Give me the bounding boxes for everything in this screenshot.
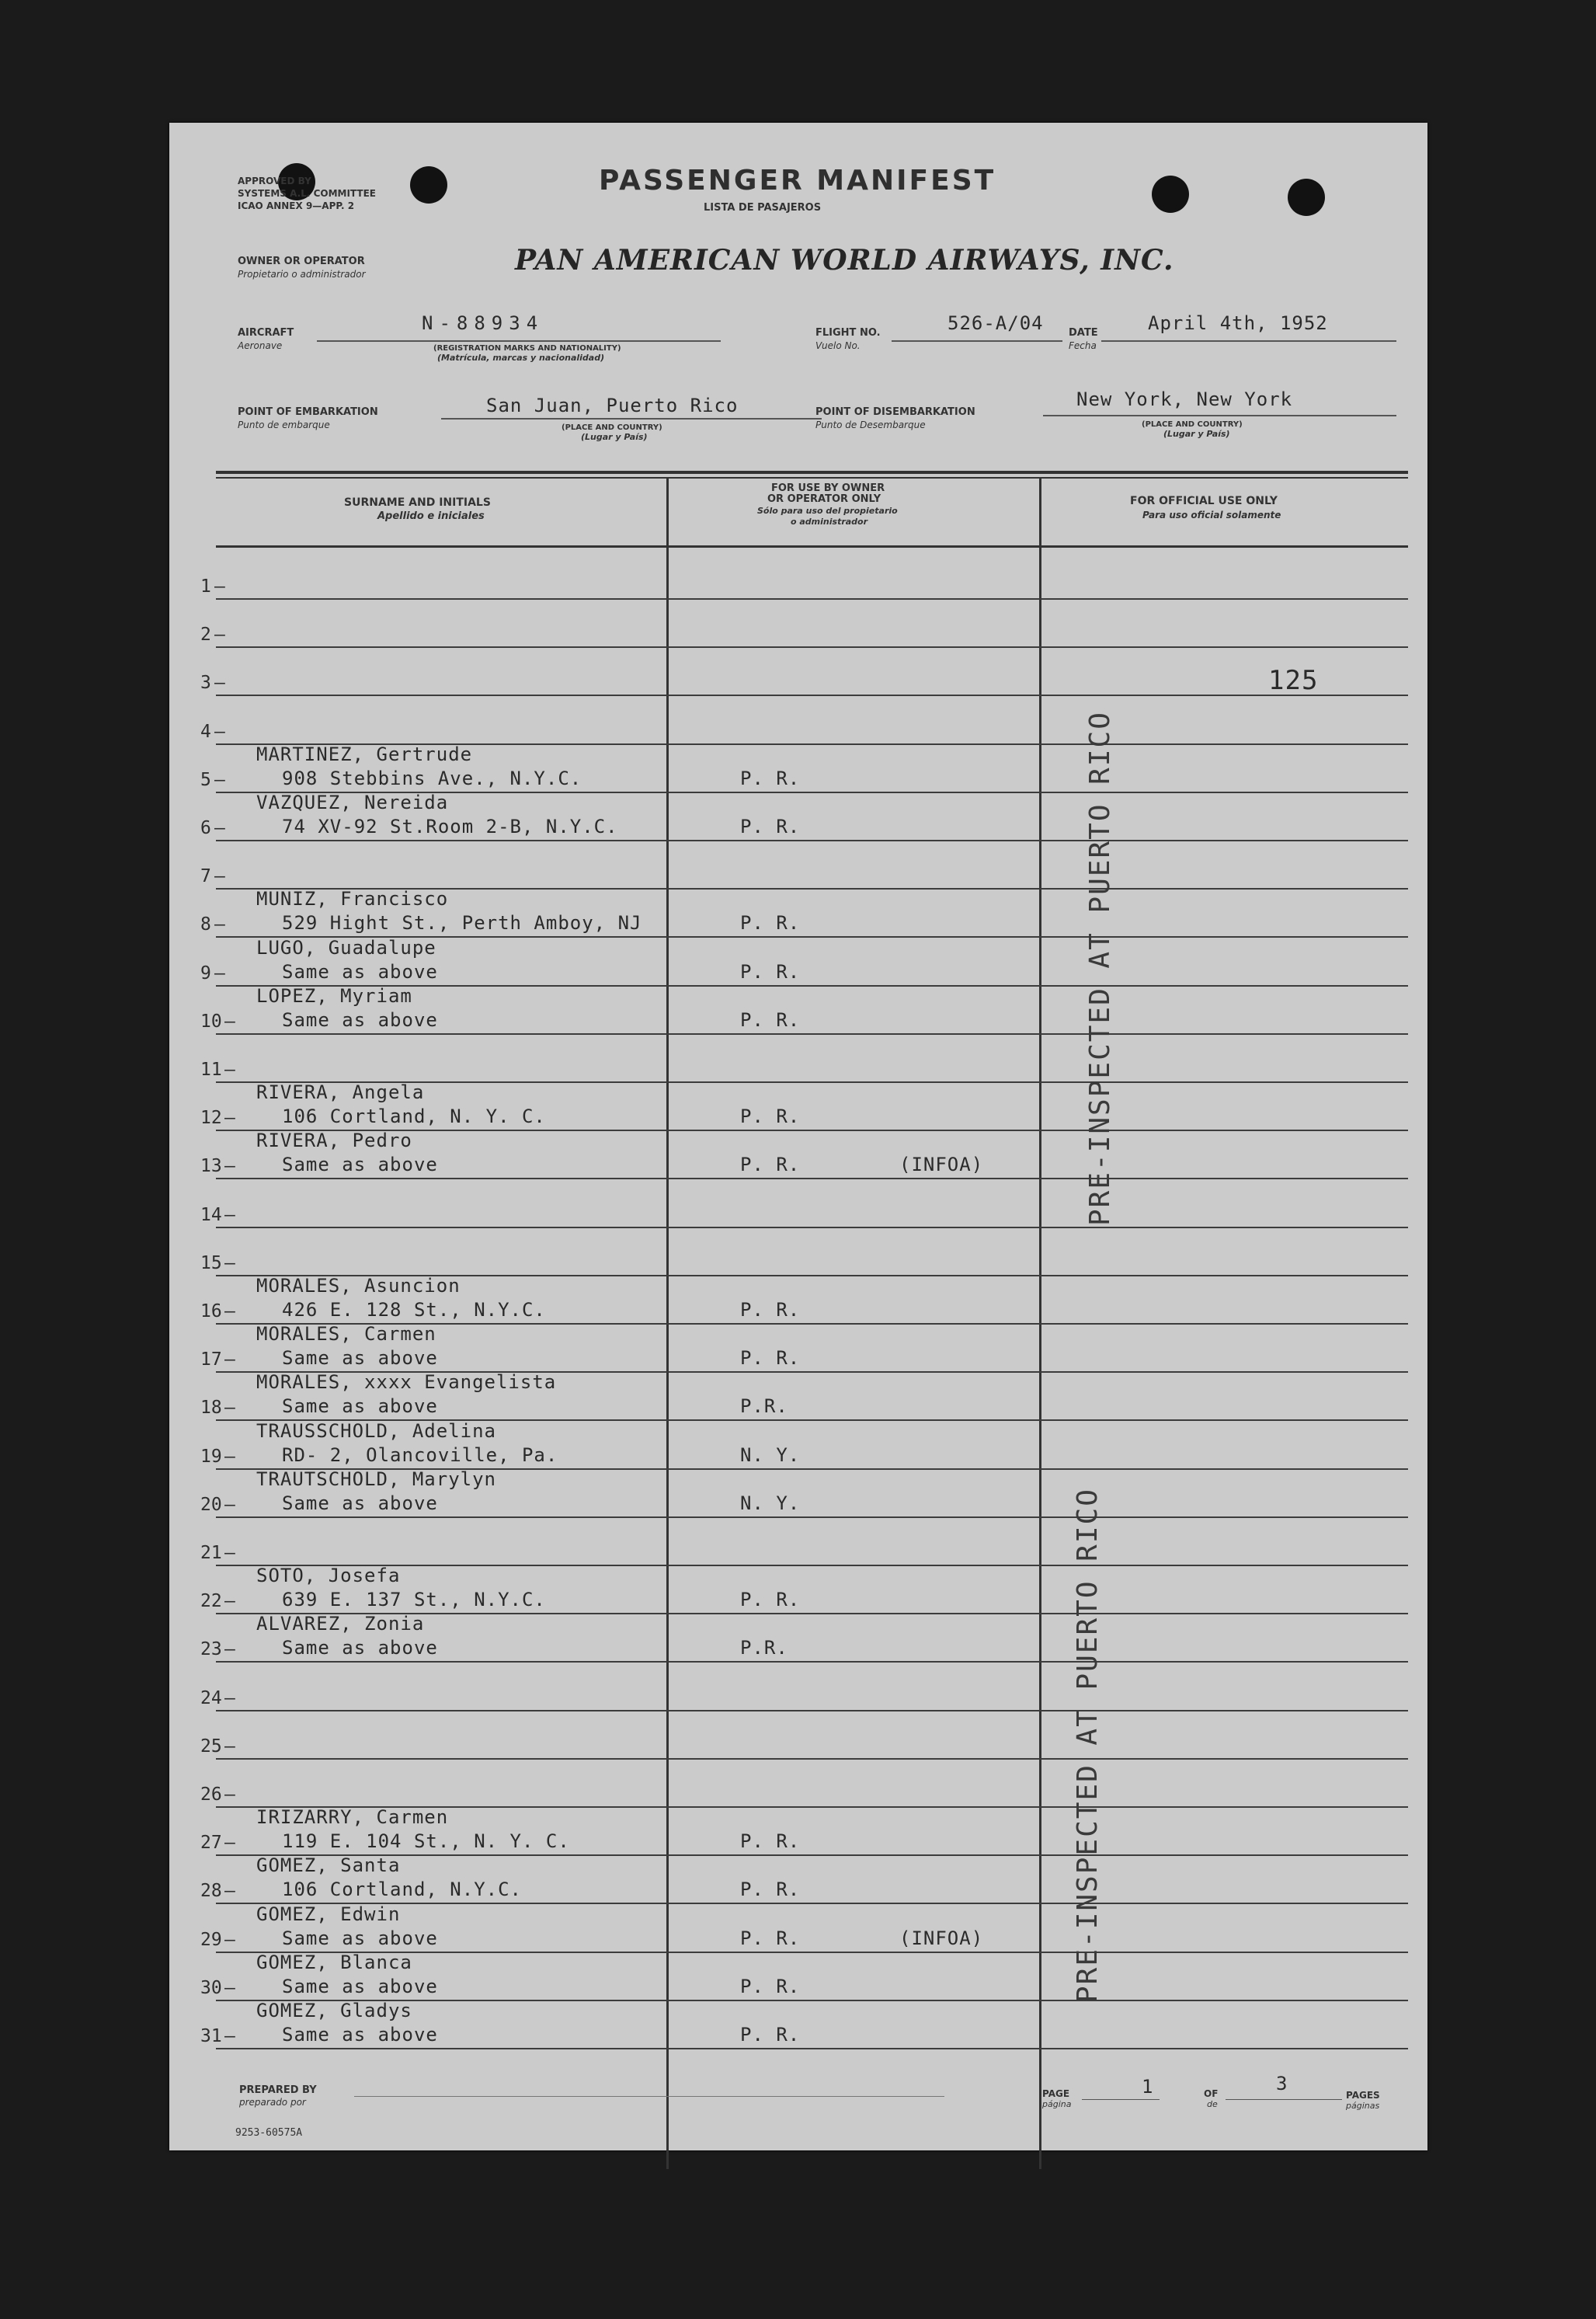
row-line <box>216 1227 1408 1228</box>
passenger-address: Same as above <box>282 1154 438 1175</box>
embarkation-underline <box>441 418 822 420</box>
punch-hole <box>1152 176 1189 213</box>
row-number-dash: — <box>224 1349 235 1370</box>
row-number-dash: — <box>224 1785 235 1805</box>
row-number: 23 <box>200 1639 222 1659</box>
owner-use-header-2: OR OPERATOR ONLY <box>767 493 881 505</box>
row-line <box>216 1033 1408 1035</box>
form-title: PASSENGER MANIFEST <box>599 165 996 197</box>
row-number: 20 <box>200 1495 222 1515</box>
row-number-dash: — <box>224 1495 235 1515</box>
date-label: DATE <box>1069 327 1098 339</box>
punch-hole <box>1288 179 1325 216</box>
row-number: 10 <box>200 1012 222 1032</box>
row-number: 15 <box>200 1253 222 1273</box>
row-number-dash: — <box>224 1108 235 1128</box>
passenger-address: Same as above <box>282 1637 438 1659</box>
passenger-name: ALVAREZ, Zonia <box>256 1613 425 1635</box>
owner-use-value: P.R. <box>740 1637 788 1659</box>
row-number-dash: — <box>224 1012 235 1032</box>
row-line <box>216 840 1408 841</box>
row-number: 11 <box>200 1060 222 1080</box>
place-note-2: (PLACE AND COUNTRY) <box>1142 420 1243 429</box>
passenger-address: 639 E. 137 St., N.Y.C. <box>282 1589 546 1610</box>
row-number: 9 <box>200 963 211 984</box>
flight-label-es: Vuelo No. <box>815 340 861 351</box>
row-number: 13 <box>200 1156 222 1176</box>
passenger-name: MORALES, Carmen <box>256 1323 436 1345</box>
row-line <box>216 1178 1408 1179</box>
row-number: 28 <box>200 1881 222 1901</box>
row-number: 2 <box>200 625 211 645</box>
passenger-address: 529 Hight St., Perth Amboy, NJ <box>282 912 642 934</box>
pages-label: PAGES <box>1346 2090 1380 2101</box>
prepared-by-underline <box>354 2096 944 2097</box>
row-line <box>216 1661 1408 1663</box>
row-line <box>216 1710 1408 1711</box>
row-number: 17 <box>200 1349 222 1370</box>
flight-label: FLIGHT NO. <box>815 327 881 339</box>
row-number: 21 <box>200 1543 222 1563</box>
row-number-dash: — <box>224 2026 235 2046</box>
row-line <box>216 1516 1408 1518</box>
passenger-address: Same as above <box>282 1492 438 1514</box>
owner-use-value: P. R. <box>740 912 801 934</box>
row-number-dash: — <box>224 1688 235 1708</box>
date-label-es: Fecha <box>1069 340 1097 351</box>
passenger-address: Same as above <box>282 1976 438 1997</box>
owner-use-value: N. Y. <box>740 1444 801 1466</box>
manifest-form <box>169 123 1427 2150</box>
row-number-dash: — <box>214 673 225 693</box>
row-number-dash: — <box>214 722 225 742</box>
place-note-1: (PLACE AND COUNTRY) <box>562 423 662 432</box>
embarkation-label: POINT OF EMBARKATION <box>238 406 378 418</box>
owner-use-value: P. R. <box>740 768 801 789</box>
aircraft-value: N-88934 <box>422 312 544 334</box>
official-number: 125 <box>1268 665 1319 696</box>
disembarkation-value: New York, New York <box>1076 388 1293 410</box>
row-number-dash: — <box>224 1978 235 1998</box>
row-number: 29 <box>200 1930 222 1950</box>
approval-line-2: SYSTEMS A.L. COMMITTEE <box>238 188 376 199</box>
row-number: 30 <box>200 1978 222 1998</box>
owner-use-value: P. R. <box>740 1976 801 1997</box>
passenger-name: RIVERA, Angela <box>256 1081 425 1103</box>
place-note-1-es: (Lugar y País) <box>581 432 648 442</box>
row-number: 12 <box>200 1108 222 1128</box>
flight-value: 526-A/04 <box>948 312 1044 334</box>
passenger-address: 119 E. 104 St., N. Y. C. <box>282 1830 570 1852</box>
passenger-name: MORALES, Asuncion <box>256 1275 461 1297</box>
disembarkation-label-es: Punto de Desembarque <box>815 420 926 430</box>
passenger-name: GOMEZ, Santa <box>256 1854 401 1876</box>
owner-use-value: P. R. <box>740 1009 801 1031</box>
passenger-address: Same as above <box>282 1395 438 1417</box>
owner-use-header-es-2: o administrador <box>791 517 868 527</box>
passenger-name: MARTINEZ, Gertrude <box>256 743 473 765</box>
punch-hole <box>410 166 447 204</box>
icao-annex: ICAO ANNEX 9—APP. 2 <box>238 200 355 211</box>
passenger-name: VAZQUEZ, Nereida <box>256 792 449 813</box>
row-number-dash: — <box>224 1156 235 1176</box>
aircraft-underline <box>317 340 721 342</box>
row-number-dash: — <box>224 1301 235 1321</box>
passenger-address: RD- 2, Olancoville, Pa. <box>282 1444 558 1466</box>
passenger-address: Same as above <box>282 961 438 983</box>
row-number-dash: — <box>214 576 225 597</box>
owner-use-value: P. R. <box>740 816 801 837</box>
date-underline <box>1101 340 1396 342</box>
header-divider-thin <box>216 477 1408 479</box>
row-number-dash: — <box>224 1930 235 1950</box>
row-line <box>216 646 1408 648</box>
row-number-dash: — <box>224 1447 235 1467</box>
passenger-address: 74 XV-92 St.Room 2-B, N.Y.C. <box>282 816 618 837</box>
row-number: 7 <box>200 866 211 886</box>
owner-use-header-es-1: Sólo para uso del propietario <box>757 506 898 516</box>
owner-use-value: P.R. <box>740 1395 788 1417</box>
passenger-name: TRAUTSCHOLD, Marylyn <box>256 1468 496 1490</box>
prepared-by-label-es: preparado por <box>239 2097 306 2108</box>
passenger-address: Same as above <box>282 1009 438 1031</box>
owner-label: OWNER OR OPERATOR <box>238 256 365 267</box>
row-number-dash: — <box>214 914 225 935</box>
row-line <box>216 695 1408 696</box>
aircraft-label-es: Aeronave <box>238 340 283 351</box>
owner-use-value: P. R. <box>740 2024 801 2046</box>
row-line <box>216 598 1408 600</box>
owner-use-header-1: FOR USE BY OWNER <box>771 482 885 494</box>
passenger-name: LOPEZ, Myriam <box>256 985 412 1007</box>
owner-use-note: (INFOA) <box>899 1154 984 1175</box>
total-pages: 3 <box>1276 2073 1288 2094</box>
passenger-name: RIVERA, Pedro <box>256 1130 412 1151</box>
pre-inspected-stamp-1: PRE-INSPECTED AT PUERTO RICO <box>1084 711 1116 1226</box>
passenger-address: Same as above <box>282 1927 438 1949</box>
row-number-dash: — <box>224 1736 235 1757</box>
page-label-es: página <box>1042 2099 1072 2109</box>
owner-use-value: P. R. <box>740 1299 801 1321</box>
row-number: 14 <box>200 1205 222 1225</box>
passenger-name: GOMEZ, Edwin <box>256 1903 401 1925</box>
owner-use-value: P. R. <box>740 961 801 983</box>
registration-note: (REGISTRATION MARKS AND NATIONALITY) <box>433 344 621 353</box>
row-number: 25 <box>200 1736 222 1757</box>
disembarkation-label: POINT OF DISEMBARKATION <box>815 406 975 418</box>
row-number-dash: — <box>224 1543 235 1563</box>
company-name: PAN AMERICAN WORLD AIRWAYS, INC. <box>515 244 1174 277</box>
row-number: 1 <box>200 576 211 597</box>
approval-line-1: APPROVED BY <box>238 176 311 186</box>
place-note-2-es: (Lugar y País) <box>1163 429 1230 439</box>
flight-underline <box>892 340 1062 342</box>
row-number: 3 <box>200 673 211 693</box>
column-header-divider <box>216 545 1408 548</box>
row-number: 16 <box>200 1301 222 1321</box>
owner-use-value: P. R. <box>740 1589 801 1610</box>
row-number: 8 <box>200 914 211 935</box>
header-divider <box>216 471 1408 474</box>
row-number: 27 <box>200 1833 222 1853</box>
passenger-name: TRAUSSCHOLD, Adelina <box>256 1420 496 1442</box>
passenger-address: 908 Stebbins Ave., N.Y.C. <box>282 768 582 789</box>
form-number: 9253-60575A <box>235 2127 303 2139</box>
row-number: 22 <box>200 1591 222 1611</box>
owner-label-es: Propietario o administrador <box>238 269 366 280</box>
row-number-dash: — <box>224 1253 235 1273</box>
row-number-dash: — <box>224 1833 235 1853</box>
row-line <box>216 2048 1408 2049</box>
passenger-name: SOTO, Josefa <box>256 1565 401 1586</box>
passenger-address: 106 Cortland, N. Y. C. <box>282 1106 546 1127</box>
passenger-name: LUGO, Guadalupe <box>256 937 436 959</box>
row-number: 18 <box>200 1398 222 1418</box>
row-number: 24 <box>200 1688 222 1708</box>
row-number-dash: — <box>224 1591 235 1611</box>
row-number: 6 <box>200 818 211 838</box>
row-number: 4 <box>200 722 211 742</box>
row-number-dash: — <box>214 818 225 838</box>
form-title-spanish: LISTA DE PASAJEROS <box>704 202 822 214</box>
owner-use-value: P. R. <box>740 1830 801 1852</box>
row-number-dash: — <box>214 866 225 886</box>
passenger-name: GOMEZ, Blanca <box>256 1952 412 1973</box>
passenger-name: IRIZARRY, Carmen <box>256 1806 449 1828</box>
date-value: April 4th, 1952 <box>1148 312 1328 334</box>
page-label: PAGE <box>1042 2088 1070 2099</box>
owner-use-value: P. R. <box>740 1879 801 1900</box>
row-number-dash: — <box>214 625 225 645</box>
surname-header-es: Apellido e iniciales <box>377 510 485 522</box>
passenger-address: Same as above <box>282 1347 438 1369</box>
row-number-dash: — <box>214 770 225 790</box>
disembarkation-underline <box>1043 415 1396 416</box>
row-number-dash: — <box>224 1060 235 1080</box>
pre-inspected-stamp-2: PRE-INSPECTED AT PUERTO RICO <box>1072 1488 1104 2003</box>
passenger-name: MUNIZ, Francisco <box>256 888 449 910</box>
of-label-es: de <box>1207 2099 1218 2109</box>
row-number: 26 <box>200 1785 222 1805</box>
of-label: OF <box>1204 2088 1219 2099</box>
embarkation-label-es: Punto de embarque <box>238 420 330 430</box>
row-number: 5 <box>200 770 211 790</box>
row-number-dash: — <box>224 1639 235 1659</box>
owner-use-value: P. R. <box>740 1154 801 1175</box>
owner-use-value: P. R. <box>740 1347 801 1369</box>
row-line <box>216 1758 1408 1760</box>
passenger-name: MORALES, xxxx Evangelista <box>256 1371 557 1393</box>
pages-label-es: páginas <box>1346 2101 1380 2111</box>
owner-use-note: (INFOA) <box>899 1927 984 1949</box>
passenger-name: GOMEZ, Gladys <box>256 2000 412 2021</box>
embarkation-value: San Juan, Puerto Rico <box>486 395 739 416</box>
official-use-header-es: Para uso oficial solamente <box>1142 510 1281 521</box>
passenger-address: 106 Cortland, N.Y.C. <box>282 1879 522 1900</box>
prepared-by-label: PREPARED BY <box>239 2084 317 2096</box>
pages-underline <box>1226 2099 1342 2100</box>
owner-use-value: N. Y. <box>740 1492 801 1514</box>
row-number: 19 <box>200 1447 222 1467</box>
aircraft-label: AIRCRAFT <box>238 327 294 339</box>
surname-header: SURNAME AND INITIALS <box>344 496 491 509</box>
passenger-address: Same as above <box>282 2024 438 2046</box>
row-number-dash: — <box>224 1398 235 1418</box>
owner-use-value: P. R. <box>740 1927 801 1949</box>
passenger-address: 426 E. 128 St., N.Y.C. <box>282 1299 546 1321</box>
page-underline <box>1082 2099 1160 2100</box>
row-number-dash: — <box>214 963 225 984</box>
row-number: 31 <box>200 2026 222 2046</box>
registration-note-es: (Matrícula, marcas y nacionalidad) <box>437 353 605 363</box>
owner-use-value: P. R. <box>740 1106 801 1127</box>
page-number: 1 <box>1142 2076 1154 2098</box>
row-number-dash: — <box>224 1205 235 1225</box>
official-use-header: FOR OFFICIAL USE ONLY <box>1130 495 1278 507</box>
row-number-dash: — <box>224 1881 235 1901</box>
